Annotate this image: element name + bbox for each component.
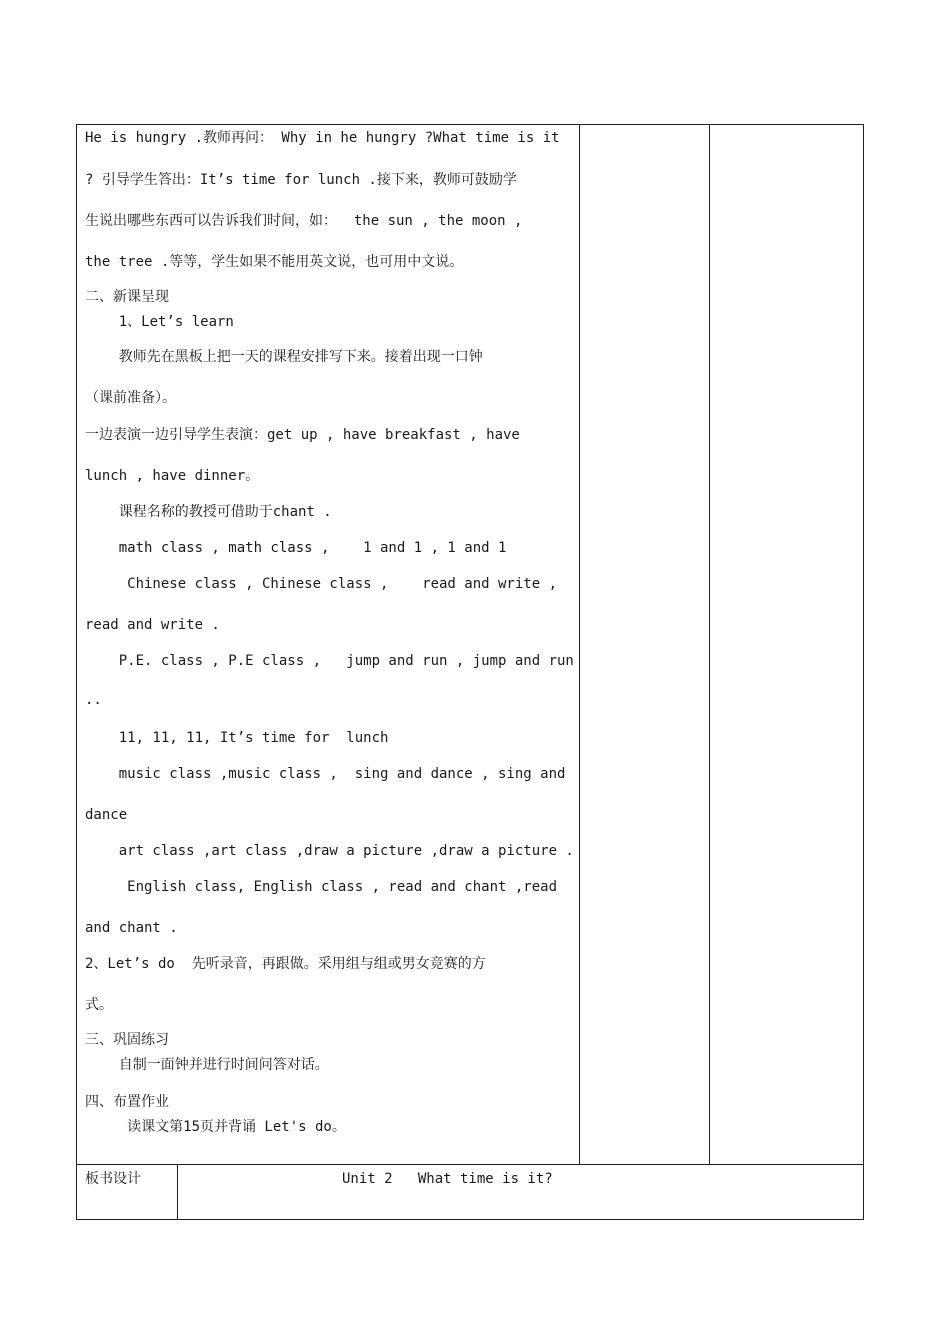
section-heading: 二、新课呈现 — [85, 289, 169, 305]
lesson-line: ? 引导学生答出：It’s time for lunch .接下来，教师可鼓励学 — [85, 172, 517, 188]
chant-line: and chant . — [85, 920, 178, 936]
lesson-line: 1、Let’s learn — [85, 314, 234, 330]
lesson-line: the tree .等等，学生如果不能用英文说，也可用中文说。 — [85, 254, 464, 270]
lesson-line: 读课文第15页并背诵 Let's do。 — [85, 1119, 346, 1135]
chant-line: dance — [85, 807, 128, 823]
chant-line: art class ,art class ,draw a picture ,draw a picture . — [85, 843, 574, 859]
chant-line: read and write . — [85, 617, 220, 633]
table-right-border — [863, 124, 864, 1220]
lesson-line: 教师先在黑板上把一天的课程安排写下来。接着出现一口钟 — [85, 349, 483, 365]
lesson-line: lunch , have dinner。 — [85, 468, 260, 484]
lesson-line: 2、Let’s do 先听录音，再跟做。采用组与组或男女竞赛的方 — [85, 956, 486, 972]
chant-line: English class, English class , read and chant ,read — [85, 879, 558, 895]
table-top-border — [76, 124, 864, 125]
lesson-line: 课程名称的教授可借助于chant . — [85, 504, 332, 520]
lesson-line: （课前准备）。 — [85, 390, 176, 406]
chant-line: math class , math class , 1 and 1 , 1 and 1 — [85, 540, 507, 556]
chant-line: .. — [85, 692, 102, 708]
lesson-line: He is hungry .教师再问： Why in he hungry ?What time is it — [85, 130, 560, 146]
chant-line: P.E. class , P.E class , jump and run , jump and run — [85, 653, 574, 669]
lesson-content-cell — [77, 126, 579, 1164]
board-design-title: Unit 2 What time is it? — [342, 1171, 553, 1187]
lesson-line: 生说出哪些东西可以告诉我们时间，如： the sun , the moon , — [85, 213, 523, 229]
lesson-line: 一边表演一边引导学生表演：get up , have breakfast , have — [85, 427, 520, 443]
lesson-line: 自制一面钟并进行时间问答对话。 — [85, 1057, 329, 1073]
chant-line: 11, 11, 11, It’s time for lunch — [85, 730, 389, 746]
lesson-line: 式。 — [85, 997, 113, 1013]
chant-line: music class ,music class , sing and dance , sing and — [85, 766, 566, 782]
board-design-label-cell — [77, 1165, 177, 1219]
section-heading: 四、布置作业 — [85, 1094, 169, 1110]
table-bottom-border — [76, 1219, 864, 1220]
table-col-divider-1 — [579, 124, 580, 1165]
section-heading: 三、巩固练习 — [85, 1032, 169, 1048]
chant-line: Chinese class , Chinese class , read and write , — [85, 576, 558, 592]
board-design-label: 板书设计 — [85, 1171, 141, 1187]
table-col-divider-2 — [709, 124, 710, 1165]
board-design-content-cell — [178, 1165, 863, 1219]
